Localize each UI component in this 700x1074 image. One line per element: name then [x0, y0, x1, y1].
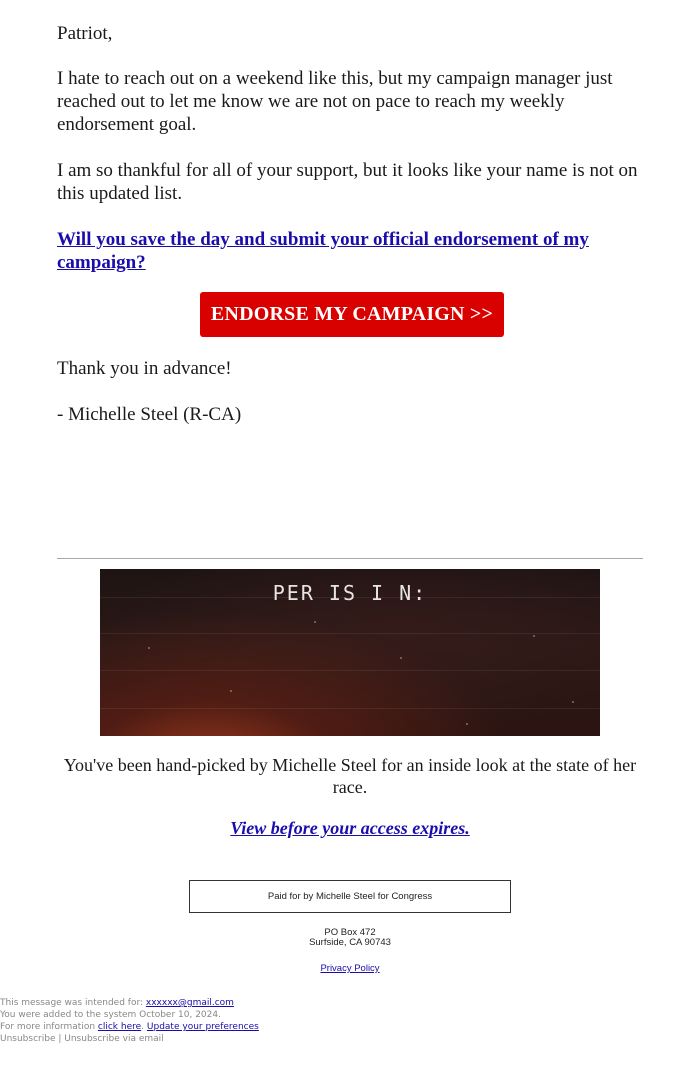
view-access-link[interactable]: View before your access expires. — [230, 818, 470, 838]
footer-meta — [0, 997, 259, 1045]
view-link-container — [57, 817, 643, 839]
signature: - Michelle Steel (R-CA) — [57, 404, 242, 425]
particle — [230, 690, 232, 692]
more-info-line — [0, 1021, 259, 1033]
endorse-campaign-button[interactable]: ENDORSE MY CAMPAIGN >> — [200, 292, 504, 337]
particle — [466, 723, 468, 725]
unsubscribe-line — [0, 1033, 259, 1045]
mailing-address — [0, 928, 700, 948]
intended-for-line — [0, 997, 259, 1009]
more-info-prefix: For more information — [0, 1022, 98, 1032]
particle — [400, 657, 402, 659]
scanline — [100, 670, 600, 671]
recipient-email-link[interactable]: xxxxxx@gmail.com — [145, 998, 234, 1008]
separator: | — [55, 1034, 65, 1044]
endorsement-link[interactable]: Will you save the day and submit your official endorsement of my campaign? — [57, 229, 589, 273]
button-container — [57, 292, 647, 337]
scanline — [100, 708, 600, 709]
particle — [533, 635, 535, 637]
privacy-policy-link[interactable]: Privacy Policy — [320, 963, 380, 974]
email-body — [57, 22, 647, 426]
video-thumbnail[interactable] — [100, 569, 600, 736]
particle — [314, 621, 316, 623]
particle — [148, 647, 150, 649]
unsubscribe-email-link[interactable]: Unsubscribe via email — [64, 1034, 164, 1044]
greeting: Patriot, — [57, 23, 113, 44]
added-date-line: You were added to the system October 10, 2024. — [0, 1010, 221, 1020]
thanks-text: Thank you in advance! — [57, 358, 232, 379]
paragraph-weekend: I hate to reach out on a weekend like this, but my campaign manager just reached out to let me know we are not on pace to reach my weekly endorsement goal. — [57, 68, 613, 135]
privacy-container — [0, 963, 700, 974]
paragraph-support: I am so thankful for all of your support, but it looks like your name is not on this updated list. — [57, 160, 638, 204]
scanline — [100, 633, 600, 634]
intended-prefix: This message was intended for: — [0, 998, 146, 1008]
separator: . — [141, 1022, 147, 1032]
thumbnail-title: PER IS I N: — [272, 581, 428, 605]
divider — [57, 558, 643, 559]
particle — [572, 701, 574, 703]
hand-picked-text: You've been hand-picked by Michelle Steel for an inside look at the state of her race. — [63, 755, 637, 797]
unsubscribe-link[interactable]: Unsubscribe — [0, 1034, 56, 1044]
click-here-link[interactable]: click here — [97, 1022, 142, 1032]
update-preferences-link[interactable]: Update your preferences — [146, 1022, 259, 1032]
address-line-2: Surfside, CA 90743 — [309, 937, 391, 948]
address-line-1: PO Box 472 — [324, 927, 376, 938]
paid-for-disclaimer: Paid for by Michelle Steel for Congress — [189, 880, 511, 913]
